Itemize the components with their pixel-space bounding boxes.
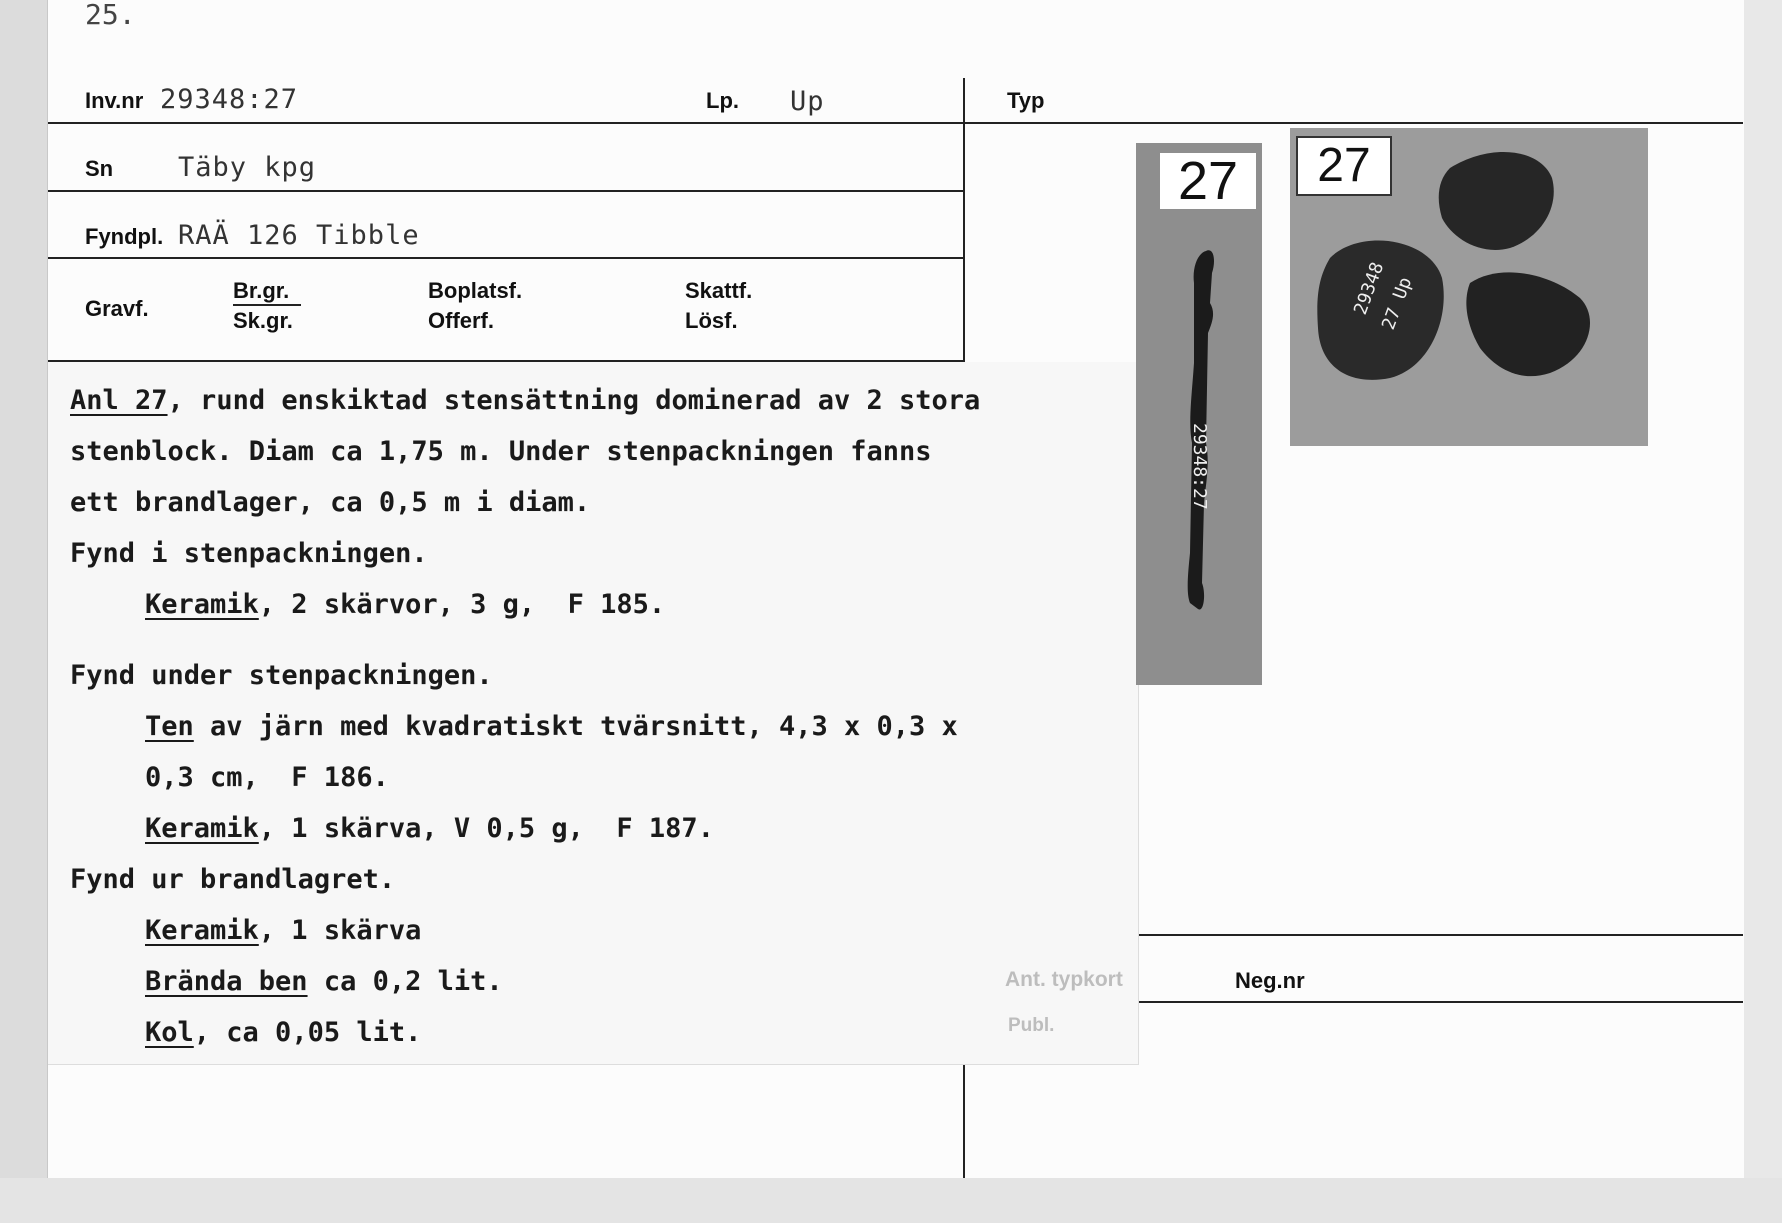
rule-row-1 — [48, 122, 1743, 124]
photo-ceramic-sherds — [1290, 128, 1648, 446]
description-line-4: Fynd i stenpackningen. — [70, 538, 428, 569]
fyndpl-value: RAÄ 126 Tibble — [178, 220, 420, 251]
lp-label: Lp. — [706, 88, 739, 113]
iron-rod-inscription: 29348:27 — [1189, 423, 1210, 510]
description-line-11: Keramik, 1 skärva — [145, 915, 422, 946]
card-number: 25. — [85, 0, 136, 31]
card-bottom-edge — [0, 1178, 1782, 1223]
sn-label: Sn — [85, 156, 114, 181]
description-line-1: Anl 27, rund enskiktad stensättning dominerad av 2 stora — [70, 385, 981, 416]
sn-value: Täby kpg — [178, 152, 317, 183]
iron-rod-drawing — [1136, 143, 1262, 685]
inv-value: 29348:27 — [160, 84, 299, 115]
losf-label: Lösf. — [685, 308, 738, 333]
card-edge-shadow — [1744, 0, 1782, 1223]
rule-row-3 — [48, 257, 963, 259]
neg-nr-label: Neg.nr — [1235, 968, 1305, 993]
publ-label: Publ. — [1008, 1015, 1055, 1036]
description-line-12: Brända ben ca 0,2 lit. — [145, 966, 503, 997]
photo-1-number-tag: 27 — [1160, 153, 1256, 209]
description-line-6: Fynd under stenpackningen. — [70, 660, 493, 691]
lp-value: Up — [790, 86, 825, 117]
description-line-7: Ten av järn med kvadratiskt tvärsnitt, 4,3 x 0,3 x — [145, 711, 958, 742]
gravf-label: Gravf. — [85, 296, 149, 321]
boplatsf-label: Boplatsf. — [428, 278, 523, 303]
typ-label: Typ — [1007, 88, 1045, 113]
description-line-3: ett brandlager, ca 0,5 m i diam. — [70, 487, 591, 518]
rule-row-2 — [48, 190, 963, 192]
fyndpl-label: Fyndpl. — [85, 224, 164, 249]
description-line-8: 0,3 cm, F 186. — [145, 762, 389, 793]
description-line-9: Keramik, 1 skärva, V 0,5 g, F 187. — [145, 813, 714, 844]
photo-iron-rod — [1136, 143, 1262, 685]
description-line-2: stenblock. Diam ca 1,75 m. Under stenpackningen fanns — [70, 436, 932, 467]
sherd-inscription-2: 27 Up — [1377, 274, 1417, 333]
br-gr-label: Br.gr. — [233, 278, 301, 306]
inv-label: Inv.nr — [85, 88, 144, 113]
photo-2-number-tag: 27 — [1296, 136, 1392, 196]
offerf-label: Offerf. — [428, 308, 494, 333]
description-line-5: Keramik, 2 skärvor, 3 g, F 185. — [145, 589, 666, 620]
skattf-label: Skattf. — [685, 278, 753, 303]
sherd-inscription-1: 29348 — [1349, 259, 1389, 318]
sherds-drawing — [1290, 128, 1648, 446]
description-line-10: Fynd ur brandlagret. — [70, 864, 396, 895]
sk-gr-label: Sk.gr. — [233, 308, 293, 333]
ant-typkort-label: Ant. typkort — [1005, 968, 1123, 991]
description-line-13: Kol, ca 0,05 lit. — [145, 1017, 422, 1048]
